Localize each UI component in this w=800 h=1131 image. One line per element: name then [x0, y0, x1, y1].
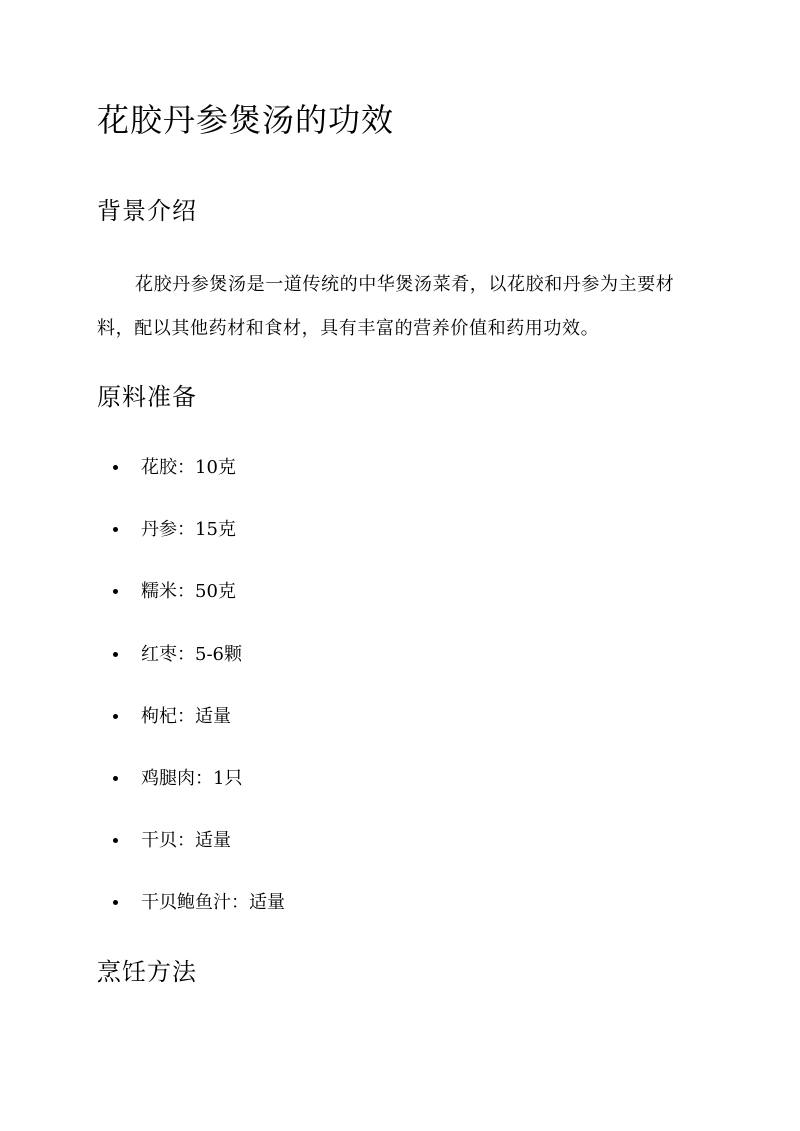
ingredient-name: 鸡腿肉	[141, 768, 195, 789]
ingredient-quantity: 10克	[195, 457, 236, 478]
ingredient-quantity: 适量	[195, 706, 231, 727]
ingredient-name: 干贝鲍鱼汁	[141, 892, 231, 913]
ingredient-name: 丹参	[141, 519, 177, 540]
ingredient-separator: ：	[177, 581, 195, 602]
ingredient-separator: ：	[177, 644, 195, 665]
list-item	[113, 702, 231, 732]
ingredient-quantity: 适量	[195, 830, 231, 851]
bullet-icon	[113, 776, 118, 781]
ingredient-name: 干贝	[141, 830, 177, 851]
ingredient-quantity: 适量	[249, 892, 285, 913]
ingredient-quantity: 15克	[195, 519, 236, 540]
ingredient-name: 糯米	[141, 581, 177, 602]
list-item	[113, 764, 242, 794]
list-item	[113, 577, 236, 607]
section-heading-method: 烹饪方法	[97, 958, 197, 986]
ingredient-separator: ：	[195, 768, 213, 789]
ingredient-name: 花胶	[141, 457, 177, 478]
bullet-icon	[113, 465, 118, 470]
ingredient-name: 红枣	[141, 644, 177, 665]
ingredient-quantity: 50克	[195, 581, 236, 602]
ingredient-quantity: 1只	[213, 768, 243, 789]
ingredient-separator: ：	[177, 519, 195, 540]
bullet-icon	[113, 589, 118, 594]
list-item	[113, 515, 236, 545]
list-item	[113, 888, 285, 918]
bullet-icon	[113, 900, 118, 905]
bullet-icon	[113, 838, 118, 843]
bullet-icon	[113, 714, 118, 719]
ingredient-separator: ：	[177, 830, 195, 851]
bullet-icon	[113, 652, 118, 657]
list-item	[113, 640, 242, 670]
ingredient-separator: ：	[177, 706, 195, 727]
document-title: 花胶丹参煲汤的功效	[97, 101, 395, 139]
list-item	[113, 453, 236, 483]
bullet-icon	[113, 527, 118, 532]
ingredient-separator: ：	[177, 457, 195, 478]
section-heading-ingredients: 原料准备	[97, 383, 197, 411]
ingredient-name: 枸杞	[141, 706, 177, 727]
ingredient-quantity: 5-6颗	[195, 644, 242, 665]
section-heading-background: 背景介绍	[97, 197, 197, 225]
ingredient-separator: ：	[231, 892, 249, 913]
background-paragraph: 花胶丹参煲汤是一道传统的中华煲汤菜肴，以花胶和丹参为主要材料，配以其他药材和食材，具有丰富的营养价值和药用功效。	[97, 274, 675, 339]
list-item	[113, 826, 231, 856]
